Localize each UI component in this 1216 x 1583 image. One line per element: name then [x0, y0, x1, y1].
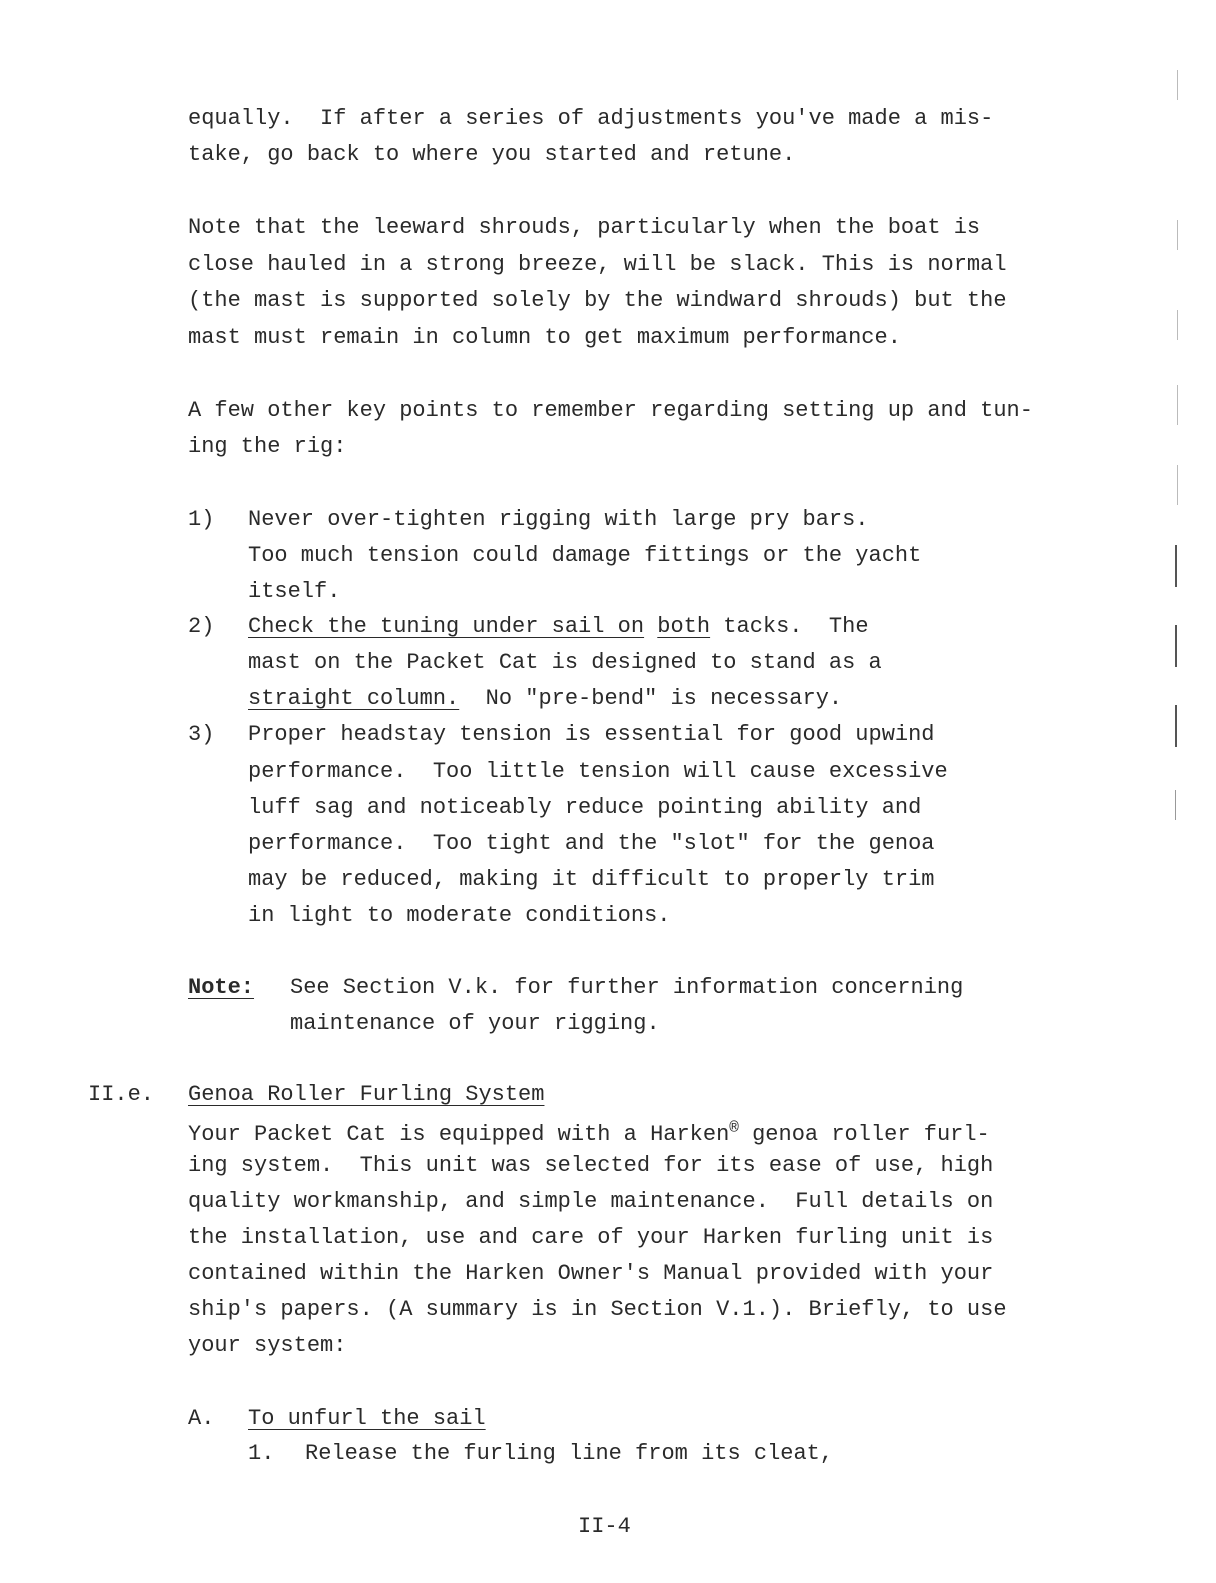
list-item-2-number: 2)	[188, 614, 215, 639]
list-item-3-line-1: Proper headstay tension is essential for good upwind	[248, 722, 935, 747]
note-line-1: See Section V.k. for further information concerning	[290, 975, 964, 1000]
list-item-3-line-5: may be reduced, making it difficult to properly trim	[248, 867, 935, 892]
section-line-1	[188, 1120, 990, 1146]
note-line-2: maintenance of your rigging.	[290, 1011, 660, 1036]
list-item-3-number: 3)	[188, 722, 215, 747]
step-1-text: Release the furling line from its cleat,	[305, 1441, 834, 1466]
keypoints-line-2: ing the rig:	[188, 434, 347, 459]
list-item-3-line-3: luff sag and noticeably reduce pointing ability and	[248, 795, 922, 820]
list-item-2-line-2: mast on the Packet Cat is designed to stand as a	[248, 650, 882, 675]
list-item-3-line-2: performance. Too little tension will cause excessive	[248, 759, 948, 784]
scan-mark	[1175, 545, 1177, 587]
section-line-6: ship's papers. (A summary is in Section V.1.). Briefly, to use	[188, 1297, 1007, 1322]
list-item-2-line-1	[248, 616, 869, 638]
check-tuning-phrase: Check the tuning under sail on	[248, 614, 645, 639]
section-heading: Genoa Roller Furling System	[188, 1082, 545, 1107]
leeward-line-2: close hauled in a strong breeze, will be slack. This is normal	[188, 252, 1007, 277]
scan-mark	[1177, 310, 1178, 340]
list-item-1-line-1: Never over-tighten rigging with large pry bars.	[248, 507, 869, 532]
spacer	[644, 614, 657, 639]
subsection-heading: To unfurl the sail	[248, 1406, 486, 1431]
pre-bend-text: No "pre-bend" is necessary.	[459, 686, 843, 711]
page-number: II-4	[578, 1514, 631, 1539]
harken-text: Your Packet Cat is equipped with a Harken	[188, 1122, 730, 1147]
list-item-1-number: 1)	[188, 507, 215, 532]
keypoints-line-1: A few other key points to remember regarding setting up and tun-	[188, 398, 1033, 423]
intro-line-1: equally. If after a series of adjustments you've made a mis-	[188, 106, 994, 131]
section-line-2: ing system. This unit was selected for its ease of use, high	[188, 1153, 994, 1178]
section-line-3: quality workmanship, and simple maintenance. Full details on	[188, 1189, 994, 1214]
list-item-3-line-6: in light to moderate conditions.	[248, 903, 671, 928]
leeward-line-4: mast must remain in column to get maximum performance.	[188, 325, 901, 350]
scan-mark	[1175, 790, 1176, 820]
list-item-1-line-3: itself.	[248, 579, 341, 604]
scan-mark	[1177, 385, 1178, 425]
leeward-line-3: (the mast is supported solely by the windward shrouds) but the	[188, 288, 1007, 313]
intro-line-2: take, go back to where you started and retune.	[188, 142, 796, 167]
section-line-7: your system:	[188, 1333, 347, 1358]
leeward-line-1: Note that the leeward shrouds, particularly when the boat is	[188, 215, 981, 240]
section-line-5: contained within the Harken Owner's Manual provided with your	[188, 1261, 994, 1286]
both-emphasis: both	[657, 614, 711, 639]
subsection-label: A.	[188, 1406, 215, 1431]
tacks-text: tacks. The	[710, 614, 869, 639]
list-item-1-line-2: Too much tension could damage fittings or the yacht	[248, 543, 922, 568]
note-label: Note:	[188, 975, 255, 1000]
scan-mark	[1177, 70, 1178, 100]
scan-mark	[1175, 625, 1177, 667]
scan-mark	[1177, 220, 1178, 250]
straight-column-phrase: straight column.	[248, 686, 460, 711]
scan-mark	[1177, 465, 1178, 505]
registered-mark: ®	[729, 1119, 739, 1137]
step-1-number: 1.	[248, 1441, 275, 1466]
list-item-3-line-4: performance. Too tight and the "slot" for the genoa	[248, 831, 935, 856]
roller-furl-text: genoa roller furl-	[738, 1122, 990, 1147]
section-number: II.e.	[88, 1082, 155, 1107]
scan-mark	[1175, 705, 1177, 747]
section-line-4: the installation, use and care of your Harken furling unit is	[188, 1225, 994, 1250]
list-item-2-line-3	[248, 688, 842, 710]
